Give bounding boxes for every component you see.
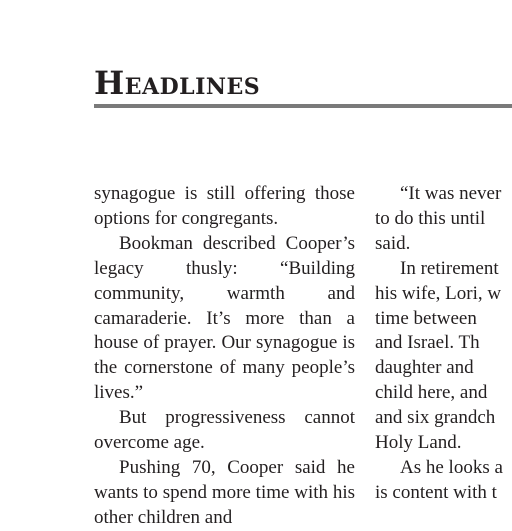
text-line: As he looks a: [400, 456, 503, 478]
text-line: said.: [375, 232, 411, 254]
text-line: Holy Land.: [375, 432, 462, 454]
text-line: child here, and: [375, 382, 488, 404]
text-line: “It was never: [400, 183, 502, 204]
paragraph: But progressiveness cannot overcome age.: [94, 407, 355, 454]
article-column-right: [375, 182, 512, 512]
text-line: is content with t: [375, 481, 497, 503]
text-line: and six grandch: [375, 407, 496, 429]
paragraph: synagogue is still offering those options for congregants.: [94, 183, 355, 229]
header-rule: [94, 104, 512, 108]
text-line: to do this until: [375, 207, 486, 229]
paragraph: Pushing 70, Cooper said he wants to spend more time with his other children and: [94, 456, 355, 528]
text-line: daughter and: [375, 357, 474, 379]
paragraph: Bookman described Cooper’s legacy thusly: “Building community, warmth and camaraderie. It’s more than a house of prayer. Our synagogue is the cornerstone of many people’s lives.”: [94, 232, 355, 404]
text-line: his wife, Lori, w: [375, 282, 502, 304]
article-column-left: [94, 182, 355, 531]
text-line: and Israel. Th: [375, 332, 480, 354]
text-line: time between: [375, 307, 477, 329]
section-title: Headlines: [94, 64, 261, 102]
text-line: In retirement: [400, 257, 499, 279]
